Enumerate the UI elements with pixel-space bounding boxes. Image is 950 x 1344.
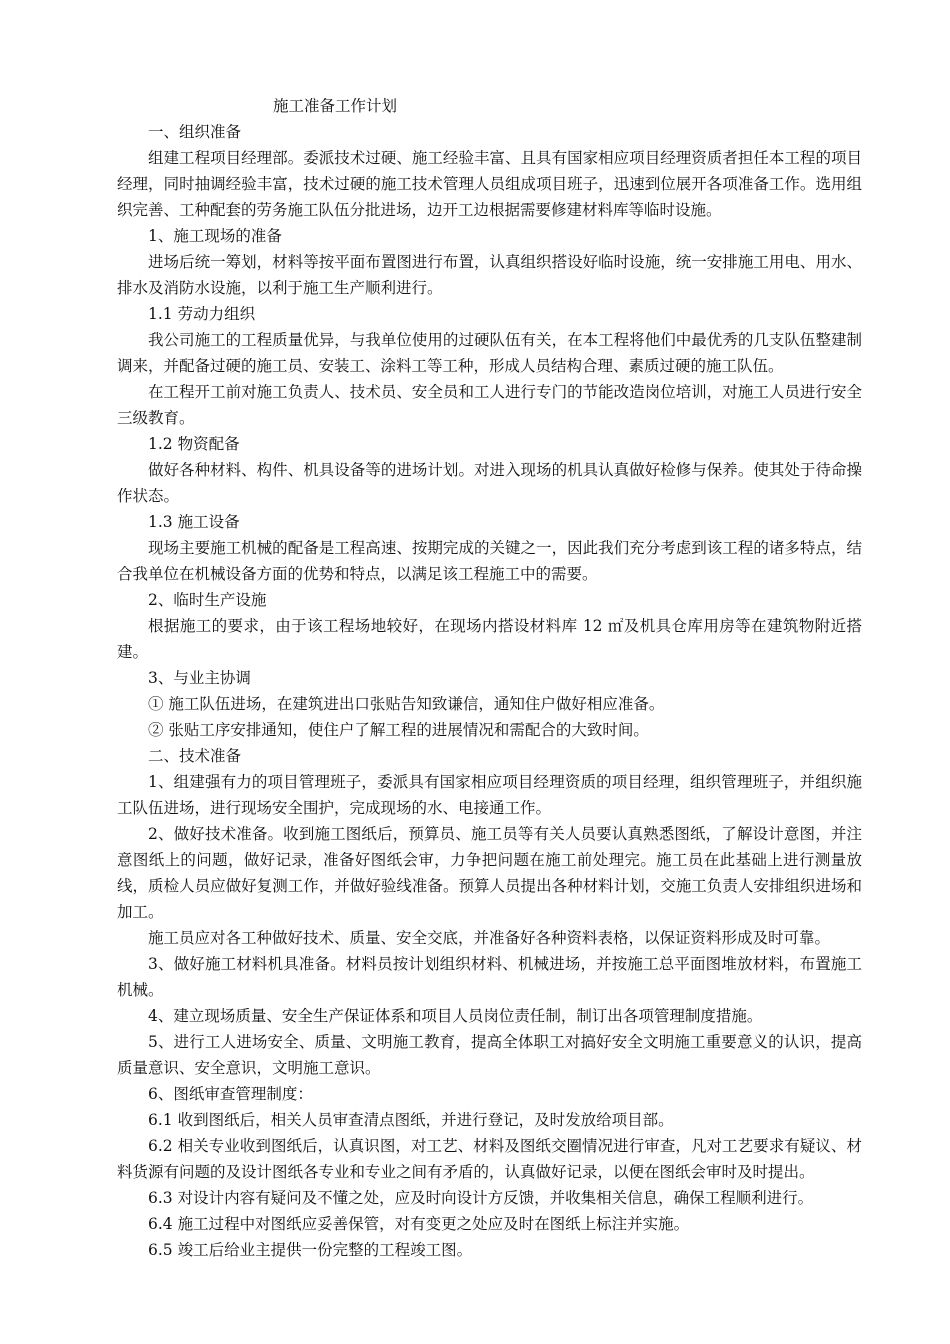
- section-heading: 1.1 劳动力组织: [148, 305, 256, 323]
- section-heading: 1、施工现场的准备: [148, 227, 282, 245]
- body-paragraph: 我公司施工的工程质量优异，与我单位使用的过硬队伍有关，在本工程将他们中最优秀的几支队伍整建制调来，并配备过硬的施工员、安装工、涂料工等工种，形成人员结构合理、素质过硬的施工队伍。: [117, 331, 862, 375]
- section-heading: 2、临时生产设施: [148, 591, 267, 609]
- body-paragraph: 6.5 竣工后给业主提供一份完整的工程竣工图。: [148, 1241, 473, 1259]
- body-paragraph: 做好各种材料、构件、机具设备等的进场计划。对进入现场的机具认真做好检修与保养。使其处于待命操作状态。: [117, 461, 862, 505]
- section-heading: 1.3 施工设备: [148, 513, 240, 531]
- body-paragraph: 1、组建强有力的项目管理班子，委派具有国家相应项目经理资质的项目经理，组织管理班子，并组织施工队伍进场，进行现场安全围护，完成现场的水、电接通工作。: [117, 773, 862, 817]
- body-paragraph: 6.2 相关专业收到图纸后，认真识图，对工艺、材料及图纸交圈情况进行审查，凡对工艺要求有疑议、材料货源有问题的及设计图纸各专业和专业之间有矛盾的，认真做好记录，以便在图纸会审时及时提出。: [117, 1137, 862, 1181]
- body-paragraph: 6.4 施工过程中对图纸应妥善保管，对有变更之处应及时在图纸上标注并实施。: [148, 1215, 690, 1233]
- section-heading: 3、与业主协调: [148, 669, 251, 687]
- section-heading: 1.2 物资配备: [148, 435, 240, 453]
- document-title: 施工准备工作计划: [273, 97, 398, 115]
- body-paragraph: 6.3 对设计内容有疑问及不懂之处，应及时向设计方反馈，并收集相关信息，确保工程顺利进行。: [148, 1189, 814, 1207]
- body-paragraph: 组建工程项目经理部。委派技术过硬、施工经验丰富、且具有国家相应项目经理资质者担任本工程的项目经理，同时抽调经验丰富，技术过硬的施工技术管理人员组成项目班子，迅速到位展开各项准备工作。选用组织完善、工种配套的劳务施工队伍分批进场，边开工边根据需要修建材料库等临时设施。: [117, 149, 862, 219]
- section-heading: 一、组织准备: [148, 123, 242, 141]
- body-paragraph: ① 施工队伍进场，在建筑进出口张贴告知致谦信，通知住户做好相应准备。: [148, 695, 665, 713]
- document-body: [117, 119, 862, 1263]
- body-paragraph: 根据施工的要求，由于该工程场地较好，在现场内搭设材料库 12 ㎡及机具仓库用房等在建筑物附近搭建。: [117, 617, 862, 661]
- body-paragraph: 6.1 收到图纸后，相关人员审查清点图纸，并进行登记，及时发放给项目部。: [148, 1111, 674, 1129]
- body-paragraph: 5、进行工人进场安全、质量、文明施工教育，提高全体职工对搞好安全文明施工重要意义的认识，提高质量意识、安全意识，文明施工意识。: [117, 1033, 862, 1077]
- body-paragraph: 进场后统一筹划，材料等按平面布置图进行布置，认真组织搭设好临时设施，统一安排施工用电、用水、排水及消防水设施，以利于施工生产顺利进行。: [117, 253, 862, 297]
- body-paragraph: 施工员应对各工种做好技术、质量、安全交底，并准备好各种资料表格，以保证资料形成及时可靠。: [148, 929, 831, 947]
- body-paragraph: 在工程开工前对施工负责人、技术员、安全员和工人进行专门的节能改造岗位培训，对施工人员进行安全三级教育。: [117, 383, 862, 427]
- body-paragraph: ② 张贴工序安排通知，使住户了解工程的进展情况和需配合的大致时间。: [148, 721, 649, 739]
- body-paragraph: 现场主要施工机械的配备是工程高速、按期完成的关键之一，因此我们充分考虑到该工程的诸多特点，结合我单位在机械设备方面的优势和特点，以满足该工程施工中的需要。: [117, 539, 862, 583]
- section-heading: 二、技术准备: [148, 747, 242, 765]
- body-paragraph: 4、建立现场质量、安全生产保证体系和项目人员岗位责任制，制订出各项管理制度措施。: [148, 1007, 763, 1025]
- section-heading: 6、图纸审查管理制度：: [148, 1085, 313, 1103]
- body-paragraph: 3、做好施工材料机具准备。材料员按计划组织材料、机械进场，并按施工总平面图堆放材料，布置施工机械。: [117, 955, 862, 999]
- body-paragraph: 2、做好技术准备。收到施工图纸后，预算员、施工员等有关人员要认真熟悉图纸，了解设计意图，并注意图纸上的问题，做好记录，准备好图纸会审，力争把问题在施工前处理完。施工员在此基础上进行测量放线，质检人员应做好复测工作，并做好验线准备。预算人员提出各种材料计划，交施工负责人安排组织进场和加工。: [117, 825, 862, 921]
